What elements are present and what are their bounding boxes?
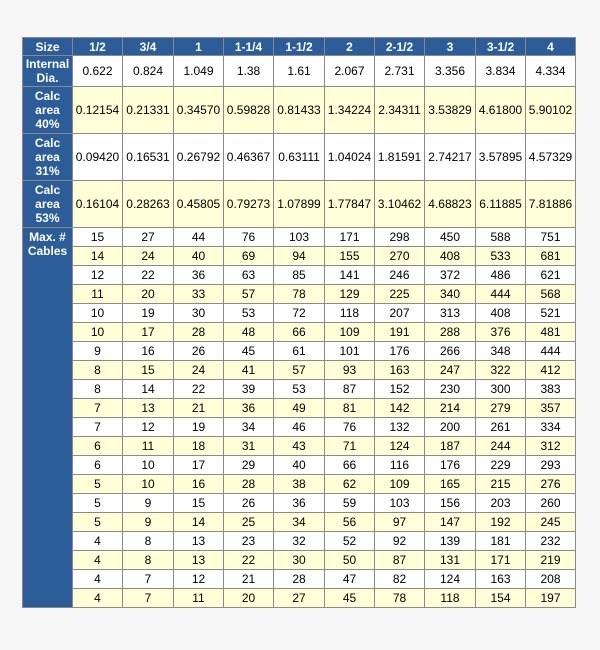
table-cell: 17 xyxy=(123,323,174,342)
conduit-fill-table xyxy=(22,37,576,608)
table-cell: 232 xyxy=(526,532,576,551)
table-cell: 0.63111 xyxy=(274,134,325,181)
table-cell: 92 xyxy=(375,532,425,551)
table-cell: 4 xyxy=(73,570,123,589)
table-cell: 588 xyxy=(476,228,526,247)
table-cell: 28 xyxy=(274,570,325,589)
table-cell: 26 xyxy=(224,494,274,513)
table-cell: 56 xyxy=(325,513,375,532)
table-cell: 215 xyxy=(476,475,526,494)
table-cell: 101 xyxy=(325,342,375,361)
table-cell: 28 xyxy=(174,323,224,342)
table-cell: 97 xyxy=(375,513,425,532)
table-cell: 8 xyxy=(123,551,174,570)
table-row xyxy=(23,247,576,266)
table-cell: 48 xyxy=(224,323,274,342)
table-cell: 4 xyxy=(73,551,123,570)
table-cell: 0.622 xyxy=(73,56,123,87)
table-cell: 129 xyxy=(325,285,375,304)
table-cell: 46 xyxy=(274,418,325,437)
max-cables-label: Max. # Cables xyxy=(23,228,73,608)
table-row xyxy=(23,266,576,285)
size-label: Size xyxy=(23,38,73,56)
table-cell: 17 xyxy=(174,456,224,475)
table-cell: 9 xyxy=(123,513,174,532)
table-cell: 38 xyxy=(274,475,325,494)
table-cell: 0.81433 xyxy=(274,87,325,134)
table-cell: 43 xyxy=(274,437,325,456)
table-cell: 93 xyxy=(325,361,375,380)
table-cell: 50 xyxy=(325,551,375,570)
table-cell: 154 xyxy=(476,589,526,608)
table-cell: 20 xyxy=(123,285,174,304)
table-cell: 450 xyxy=(425,228,476,247)
table-cell: 0.34570 xyxy=(174,87,224,134)
table-cell: 12 xyxy=(123,418,174,437)
table-cell: 260 xyxy=(526,494,576,513)
table-cell: 8 xyxy=(123,532,174,551)
calc-area-40-row-label: Calc area 40% xyxy=(23,87,73,134)
table-cell: 298 xyxy=(375,228,425,247)
table-cell: 0.28263 xyxy=(123,181,174,228)
table-cell: 4 xyxy=(73,532,123,551)
table-cell: 78 xyxy=(274,285,325,304)
size-header: 2-1/2 xyxy=(375,38,425,56)
table-cell: 1.04024 xyxy=(325,134,375,181)
table-cell: 19 xyxy=(174,418,224,437)
calc-area-40-row xyxy=(23,87,576,134)
table-container xyxy=(22,37,575,608)
table-cell: 147 xyxy=(425,513,476,532)
table-cell: 568 xyxy=(526,285,576,304)
table-cell: 444 xyxy=(476,285,526,304)
table-cell: 103 xyxy=(375,494,425,513)
table-cell: 155 xyxy=(325,247,375,266)
table-cell: 8 xyxy=(73,380,123,399)
table-cell: 156 xyxy=(425,494,476,513)
table-cell: 152 xyxy=(375,380,425,399)
table-cell: 372 xyxy=(425,266,476,285)
table-cell: 63 xyxy=(224,266,274,285)
table-cell: 219 xyxy=(526,551,576,570)
table-cell: 207 xyxy=(375,304,425,323)
table-body xyxy=(23,38,576,608)
table-cell: 22 xyxy=(174,380,224,399)
table-cell: 4.61800 xyxy=(476,87,526,134)
table-cell: 171 xyxy=(476,551,526,570)
table-cell: 1.81591 xyxy=(375,134,425,181)
table-cell: 6.11885 xyxy=(476,181,526,228)
table-cell: 681 xyxy=(526,247,576,266)
calc-area-31-row xyxy=(23,134,576,181)
table-cell: 85 xyxy=(274,266,325,285)
table-cell: 3.53829 xyxy=(425,87,476,134)
table-cell: 4 xyxy=(73,589,123,608)
table-cell: 481 xyxy=(526,323,576,342)
table-cell: 49 xyxy=(274,399,325,418)
table-cell: 181 xyxy=(476,532,526,551)
table-cell: 0.46367 xyxy=(224,134,274,181)
size-header: 1-1/2 xyxy=(274,38,325,56)
size-header-row xyxy=(23,38,576,56)
table-cell: 245 xyxy=(526,513,576,532)
table-cell: 191 xyxy=(375,323,425,342)
table-cell: 13 xyxy=(174,532,224,551)
table-cell: 30 xyxy=(174,304,224,323)
table-row xyxy=(23,323,576,342)
table-cell: 16 xyxy=(174,475,224,494)
size-header: 1/2 xyxy=(73,38,123,56)
table-cell: 109 xyxy=(325,323,375,342)
table-cell: 76 xyxy=(224,228,274,247)
table-cell: 187 xyxy=(425,437,476,456)
table-cell: 165 xyxy=(425,475,476,494)
table-row xyxy=(23,437,576,456)
table-cell: 383 xyxy=(526,380,576,399)
table-cell: 348 xyxy=(476,342,526,361)
table-cell: 334 xyxy=(526,418,576,437)
table-cell: 5 xyxy=(73,494,123,513)
table-cell: 33 xyxy=(174,285,224,304)
table-cell: 14 xyxy=(123,380,174,399)
table-cell: 6 xyxy=(73,456,123,475)
table-row xyxy=(23,304,576,323)
table-cell: 87 xyxy=(325,380,375,399)
table-row xyxy=(23,570,576,589)
table-cell: 118 xyxy=(425,589,476,608)
table-cell: 7 xyxy=(73,399,123,418)
table-cell: 0.26792 xyxy=(174,134,224,181)
table-cell: 3.10462 xyxy=(375,181,425,228)
size-header: 1-1/4 xyxy=(224,38,274,56)
table-cell: 11 xyxy=(174,589,224,608)
table-cell: 11 xyxy=(73,285,123,304)
table-cell: 13 xyxy=(174,551,224,570)
table-cell: 66 xyxy=(325,456,375,475)
size-header: 2 xyxy=(325,38,375,56)
table-cell: 163 xyxy=(476,570,526,589)
table-row xyxy=(23,228,576,247)
table-cell: 109 xyxy=(375,475,425,494)
table-cell: 9 xyxy=(123,494,174,513)
table-cell: 21 xyxy=(174,399,224,418)
table-cell: 40 xyxy=(174,247,224,266)
table-cell: 45 xyxy=(325,589,375,608)
table-cell: 2.74217 xyxy=(425,134,476,181)
table-cell: 53 xyxy=(274,380,325,399)
table-cell: 0.45805 xyxy=(174,181,224,228)
table-cell: 357 xyxy=(526,399,576,418)
table-cell: 176 xyxy=(425,456,476,475)
table-row xyxy=(23,361,576,380)
table-cell: 118 xyxy=(325,304,375,323)
table-cell: 116 xyxy=(375,456,425,475)
table-cell: 7.81886 xyxy=(526,181,576,228)
table-cell: 408 xyxy=(476,304,526,323)
table-cell: 36 xyxy=(224,399,274,418)
table-cell: 444 xyxy=(526,342,576,361)
table-cell: 32 xyxy=(274,532,325,551)
table-cell: 340 xyxy=(425,285,476,304)
table-cell: 11 xyxy=(123,437,174,456)
table-cell: 40 xyxy=(274,456,325,475)
size-header: 3 xyxy=(425,38,476,56)
table-cell: 2.34311 xyxy=(375,87,425,134)
table-cell: 203 xyxy=(476,494,526,513)
table-cell: 139 xyxy=(425,532,476,551)
table-cell: 200 xyxy=(425,418,476,437)
table-cell: 533 xyxy=(476,247,526,266)
table-cell: 279 xyxy=(476,399,526,418)
table-cell: 171 xyxy=(325,228,375,247)
table-cell: 0.59828 xyxy=(224,87,274,134)
table-cell: 87 xyxy=(375,551,425,570)
table-cell: 23 xyxy=(224,532,274,551)
calc-area-31-row-label: Calc area 31% xyxy=(23,134,73,181)
table-cell: 288 xyxy=(425,323,476,342)
table-cell: 0.21331 xyxy=(123,87,174,134)
table-cell: 8 xyxy=(73,361,123,380)
table-cell: 230 xyxy=(425,380,476,399)
table-cell: 0.79273 xyxy=(224,181,274,228)
table-row xyxy=(23,513,576,532)
table-cell: 13 xyxy=(123,399,174,418)
table-cell: 76 xyxy=(325,418,375,437)
table-cell: 57 xyxy=(224,285,274,304)
table-cell: 10 xyxy=(123,456,174,475)
table-cell: 124 xyxy=(375,437,425,456)
table-cell: 0.824 xyxy=(123,56,174,87)
table-cell: 28 xyxy=(224,475,274,494)
size-header: 1 xyxy=(174,38,224,56)
table-cell: 376 xyxy=(476,323,526,342)
table-cell: 0.16531 xyxy=(123,134,174,181)
table-cell: 225 xyxy=(375,285,425,304)
table-cell: 300 xyxy=(476,380,526,399)
table-cell: 52 xyxy=(325,532,375,551)
table-cell: 10 xyxy=(73,304,123,323)
table-cell: 247 xyxy=(425,361,476,380)
table-row xyxy=(23,418,576,437)
table-cell: 312 xyxy=(526,437,576,456)
table-cell: 12 xyxy=(73,266,123,285)
table-cell: 0.09420 xyxy=(73,134,123,181)
table-cell: 412 xyxy=(526,361,576,380)
table-cell: 34 xyxy=(274,513,325,532)
table-cell: 1.07899 xyxy=(274,181,325,228)
table-cell: 44 xyxy=(174,228,224,247)
table-row xyxy=(23,399,576,418)
table-cell: 10 xyxy=(73,323,123,342)
table-cell: 71 xyxy=(325,437,375,456)
table-cell: 5 xyxy=(73,475,123,494)
table-cell: 27 xyxy=(274,589,325,608)
table-cell: 103 xyxy=(274,228,325,247)
table-cell: 1.77847 xyxy=(325,181,375,228)
table-cell: 15 xyxy=(73,228,123,247)
table-cell: 81 xyxy=(325,399,375,418)
size-header: 4 xyxy=(526,38,576,56)
table-row xyxy=(23,532,576,551)
table-cell: 24 xyxy=(123,247,174,266)
table-cell: 7 xyxy=(73,418,123,437)
table-cell: 261 xyxy=(476,418,526,437)
table-cell: 246 xyxy=(375,266,425,285)
table-cell: 78 xyxy=(375,589,425,608)
table-cell: 94 xyxy=(274,247,325,266)
table-cell: 176 xyxy=(375,342,425,361)
table-cell: 131 xyxy=(425,551,476,570)
table-cell: 18 xyxy=(174,437,224,456)
table-cell: 1.34224 xyxy=(325,87,375,134)
table-row xyxy=(23,342,576,361)
table-cell: 4.68823 xyxy=(425,181,476,228)
table-cell: 22 xyxy=(224,551,274,570)
table-cell: 22 xyxy=(123,266,174,285)
table-cell: 31 xyxy=(224,437,274,456)
table-cell: 15 xyxy=(174,494,224,513)
table-cell: 621 xyxy=(526,266,576,285)
table-cell: 2.731 xyxy=(375,56,425,87)
table-cell: 141 xyxy=(325,266,375,285)
table-cell: 26 xyxy=(174,342,224,361)
table-cell: 293 xyxy=(526,456,576,475)
table-cell: 192 xyxy=(476,513,526,532)
table-row xyxy=(23,475,576,494)
table-cell: 36 xyxy=(274,494,325,513)
table-cell: 10 xyxy=(123,475,174,494)
table-cell: 4.334 xyxy=(526,56,576,87)
table-cell: 12 xyxy=(174,570,224,589)
table-cell: 276 xyxy=(526,475,576,494)
table-cell: 521 xyxy=(526,304,576,323)
table-cell: 132 xyxy=(375,418,425,437)
table-cell: 15 xyxy=(123,361,174,380)
table-cell: 20 xyxy=(224,589,274,608)
table-cell: 14 xyxy=(73,247,123,266)
table-cell: 53 xyxy=(224,304,274,323)
table-cell: 1.61 xyxy=(274,56,325,87)
table-cell: 29 xyxy=(224,456,274,475)
table-cell: 244 xyxy=(476,437,526,456)
table-cell: 751 xyxy=(526,228,576,247)
internal-dia-row xyxy=(23,56,576,87)
calc-area-53-row xyxy=(23,181,576,228)
table-cell: 5 xyxy=(73,513,123,532)
table-cell: 313 xyxy=(425,304,476,323)
table-cell: 59 xyxy=(325,494,375,513)
table-cell: 5.90102 xyxy=(526,87,576,134)
table-cell: 9 xyxy=(73,342,123,361)
table-cell: 47 xyxy=(325,570,375,589)
table-cell: 61 xyxy=(274,342,325,361)
table-cell: 197 xyxy=(526,589,576,608)
table-cell: 3.356 xyxy=(425,56,476,87)
table-cell: 36 xyxy=(174,266,224,285)
table-cell: 322 xyxy=(476,361,526,380)
table-cell: 208 xyxy=(526,570,576,589)
table-cell: 408 xyxy=(425,247,476,266)
table-cell: 486 xyxy=(476,266,526,285)
calc-area-53-row-label: Calc area 53% xyxy=(23,181,73,228)
size-header: 3-1/2 xyxy=(476,38,526,56)
table-row xyxy=(23,589,576,608)
table-cell: 1.049 xyxy=(174,56,224,87)
table-cell: 270 xyxy=(375,247,425,266)
table-cell: 3.834 xyxy=(476,56,526,87)
table-cell: 163 xyxy=(375,361,425,380)
table-cell: 21 xyxy=(224,570,274,589)
table-row xyxy=(23,494,576,513)
table-cell: 72 xyxy=(274,304,325,323)
table-cell: 19 xyxy=(123,304,174,323)
table-cell: 39 xyxy=(224,380,274,399)
table-cell: 3.57895 xyxy=(476,134,526,181)
table-cell: 62 xyxy=(325,475,375,494)
table-row xyxy=(23,285,576,304)
table-cell: 1.38 xyxy=(224,56,274,87)
table-cell: 7 xyxy=(123,570,174,589)
table-cell: 4.57329 xyxy=(526,134,576,181)
table-cell: 214 xyxy=(425,399,476,418)
internal-dia-row-label: Internal Dia. xyxy=(23,56,73,87)
table-cell: 0.16104 xyxy=(73,181,123,228)
table-cell: 0.12154 xyxy=(73,87,123,134)
table-cell: 142 xyxy=(375,399,425,418)
table-cell: 27 xyxy=(123,228,174,247)
table-cell: 7 xyxy=(123,589,174,608)
table-cell: 266 xyxy=(425,342,476,361)
table-cell: 25 xyxy=(224,513,274,532)
table-cell: 2.067 xyxy=(325,56,375,87)
table-cell: 16 xyxy=(123,342,174,361)
table-cell: 66 xyxy=(274,323,325,342)
table-cell: 57 xyxy=(274,361,325,380)
table-cell: 69 xyxy=(224,247,274,266)
table-cell: 24 xyxy=(174,361,224,380)
table-cell: 14 xyxy=(174,513,224,532)
table-cell: 6 xyxy=(73,437,123,456)
table-row xyxy=(23,456,576,475)
size-header: 3/4 xyxy=(123,38,174,56)
table-cell: 124 xyxy=(425,570,476,589)
table-cell: 82 xyxy=(375,570,425,589)
table-row xyxy=(23,380,576,399)
table-cell: 34 xyxy=(224,418,274,437)
table-cell: 45 xyxy=(224,342,274,361)
table-row xyxy=(23,551,576,570)
table-cell: 229 xyxy=(476,456,526,475)
table-cell: 30 xyxy=(274,551,325,570)
table-cell: 41 xyxy=(224,361,274,380)
